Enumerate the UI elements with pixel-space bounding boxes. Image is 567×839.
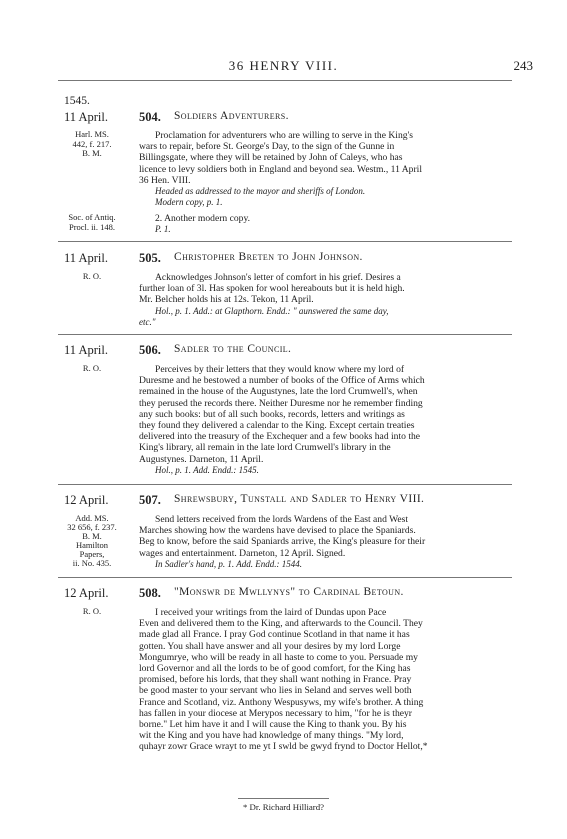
body-line: King's library, all remain in the late lord Crumwell's library in the [139,442,391,454]
entry-source [58,364,126,374]
body-line: they perused the records there. Neither Duresme nor he remember finding [139,397,423,409]
entry-source [58,607,126,617]
body-line: Even and delivered them to the King, and afterwards to the Council. They [139,618,423,630]
entry-date: 11 April. [64,251,108,265]
body-line: I received your writings from the laird of Dundas upon Pace [155,607,387,618]
entry-date: 12 April. [64,586,109,600]
entry-title: Shrewsbury, Tunstall and Sadler to Henry VIII. [174,493,425,505]
entry-body [139,364,512,476]
entry-title: Soldiers Adventurers. [174,110,289,122]
entry-divider [58,577,512,578]
running-head [0,58,567,74]
body-line: 36 Hen. VIII. [139,174,191,186]
body-line: made glad all France. I pray God continue Scotland in that name it has [139,629,410,641]
body-line: licence to levy soldiers both in England and beyond sea. Westm., 11 April [139,163,422,175]
body-line: Augustynes. Darneton, 11 April. [139,453,264,465]
entry-date: 11 April. [64,110,108,124]
body-line: further loan of 3l. Has spoken for wool hereabouts but it is held high. [139,283,405,295]
body-line: any such books: but of all such books, records, letters and writings as [139,408,405,420]
body-line: delivered into the treasury of the Exchequer and a few books had into the [139,431,421,443]
entry-note: etc." [139,316,156,327]
entry-date: 12 April. [64,493,109,507]
entry-number: 505. [139,251,161,265]
header-rule [58,80,512,81]
body-line: Send letters received from the lords Wardens of the East and West [155,514,409,525]
entry-number: 508. [139,586,161,600]
source-line: B. M. [82,531,102,541]
year-label: 1545. [64,95,90,107]
source-line: Papers, [79,549,105,559]
source-line: Soc. of Antiq. [68,212,116,222]
entry-source [58,130,126,159]
body-line: wars to repair, before St. George's Day, to the sign of the Gunne in [139,141,395,153]
body-line: Perceives by their letters that they would know where my lord of [155,364,405,375]
body-line: has fallen in your diocese at Merypos necessary to him, "for he is theyr [139,707,412,719]
entry-divider [58,241,512,242]
body-line: be good master to your servant who lies in Seland and serves well both [139,685,412,697]
body-line: remained in the house of the Augustynes, late the lord Crumwell's, when [139,386,418,398]
entry-body [139,607,512,752]
source-line: Add. MS. [75,513,109,523]
entry-note: Modern copy, p. 1. [155,197,223,208]
entry-note: In Sadler's hand, p. 1. Add. Endd.: 1544. [155,558,303,569]
source-line: Harl. MS. [75,129,109,139]
body-line: gotten. You shall have answer and all your desires by my lord Lorge [139,640,401,652]
running-head-title: 36 HENRY VIII. [228,58,339,73]
entry-date: 11 April. [64,343,108,357]
footnote: * Dr. Richard Hilliard? [242,802,325,812]
entry-title: Sadler to the Council. [174,343,292,355]
source-line: R. O. [82,606,102,616]
source-line: B. M. [82,148,102,158]
page-number: 243 [513,58,533,73]
entry-number: 506. [139,343,161,357]
body-line: Duresme and he bestowed a number of books of the Office of Arms which [139,375,425,387]
body-line: Proclamation for adventurers who are willing to serve in the King's [155,130,414,141]
source-line: Hamilton [75,540,109,550]
entry-divider [58,484,512,485]
entry-number: 504. [139,110,161,124]
entry-subitem [139,213,512,235]
entry-body [139,514,512,570]
entry-source [58,272,126,282]
entry-note: Hol., p. 1. Add.: at Glapthorn. Endd.: " aunswered the same day, [155,305,389,316]
subitem-note: P. 1. [155,224,171,235]
body-line: Mongumrye, who will be ready in all haste to come to you. Persuade my [139,651,418,663]
source-line: 32 656, f. 237. [67,522,117,532]
source-line: Procl. ii. 148. [68,221,116,232]
body-line: lord Governor and all the lords to be of good comfort, for the King has [139,662,411,674]
entry-source [58,514,126,568]
body-line: Marches showing how the wardens have devised to place the Spaniards. [139,525,416,537]
body-line: borne." Let him have it and I will cause the King to thank you. By his [139,718,407,730]
body-line: Mr. Belcher holds his at 12s. Tekon, 11 April. [139,294,314,306]
body-line: quhayr zowr Grace wrayt to me yt I swld be gwyd frynd to Doctor Hellot,* [139,741,428,753]
entry-title: Christopher Breten to John Johnson. [174,251,363,263]
footnote-rule [238,798,329,799]
entry-body [139,130,512,208]
entry-number: 507. [139,493,161,507]
source-line: R. O. [82,271,102,281]
subitem-line: 2. Another modern copy. [155,213,251,224]
entry-title: "Monswr de Mwllynys" to Cardinal Betoun. [174,586,404,598]
source-line: ii. No. 435. [72,558,112,568]
body-line: France and Scotland, viz. Anthony Wespusyws, my wife's brother. A thing [139,696,424,708]
source-line: 442, f. 217. [72,138,112,149]
entry-source-2 [58,213,126,232]
body-line: wages and entertainment. Darneton, 12 April. Signed. [139,547,346,559]
body-line: wit the King and you have had knowledge of many things. "My lord, [139,730,404,742]
entry-body [139,272,512,328]
entry-note: Hol., p. 1. Add. Endd.: 1545. [155,464,259,475]
body-line: Acknowledges Johnson's letter of comfort in his grief. Desires a [155,272,401,283]
body-line: promised, before his lords, that they shall want nothing in France. Pray [139,674,412,686]
body-line: Beg to know, before the said Spaniards arrive, the King's pleasure for their [139,536,426,548]
body-line: they found they delivered a calendar to the King. Except certain treaties [139,419,415,431]
entry-divider [58,334,512,335]
entry-note: Headed as addressed to the mayor and sheriffs of London. [155,185,366,196]
body-line: Billingsgate, where they will be retained by John of Caleys, who has [139,152,403,164]
source-line: R. O. [82,363,102,373]
